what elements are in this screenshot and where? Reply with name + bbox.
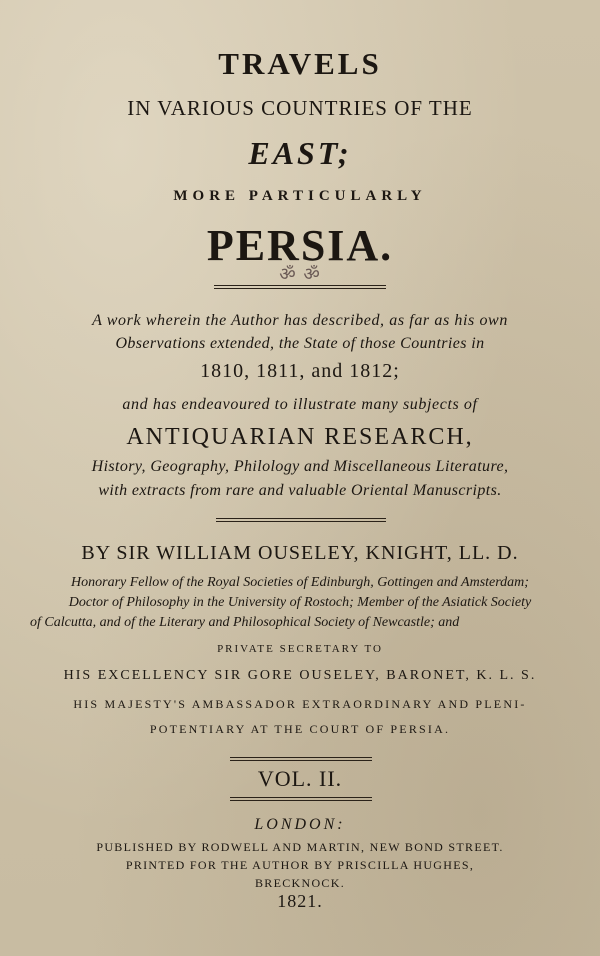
author-credentials-2: Doctor of Philosophy in the University of Rostoch; Member of the Asiatick Society <box>68 595 532 610</box>
title-more-particularly: MORE PARTICULARLY <box>173 188 427 204</box>
description-years: 1810, 1811, and 1812; <box>200 360 400 382</box>
title-travels: TRAVELS <box>218 46 382 81</box>
title-east: EAST; <box>248 135 352 171</box>
title-subtitle: IN VARIOUS COUNTRIES OF THE <box>127 96 473 120</box>
description-line-1: A work wherein the Author has described, as far as his own <box>92 312 508 329</box>
volume-number: VOL. II. <box>257 766 343 791</box>
description-line-2: Observations extended, the State of those Countries in <box>115 335 485 352</box>
description-line-3: and has endeavoured to illustrate many subjects of <box>122 396 478 413</box>
author-patron-title-1: HIS MAJESTY'S AMBASSADOR EXTRAORDINARY AND PLENI- <box>73 697 527 711</box>
rule-below-volume <box>230 797 372 801</box>
description-line-5: with extracts from rare and valuable Oriental Manuscripts. <box>98 482 502 499</box>
rule-under-description <box>216 518 386 522</box>
author-credentials-3: of Calcutta, and of the Literary and Philosophical Society of Newcastle; and <box>30 615 460 630</box>
rule-under-title <box>214 285 386 289</box>
imprint-city: LONDON: <box>254 816 346 833</box>
imprint-year: 1821. <box>277 891 323 911</box>
author-credentials-1: Honorary Fellow of the Royal Societies of Edinburgh, Gottingen and Amsterdam; <box>71 575 529 590</box>
library-stamp: ॐ ॐ <box>279 264 321 285</box>
rule-above-volume <box>230 757 372 761</box>
author-byline: BY SIR WILLIAM OUSELEY, KNIGHT, LL. D. <box>81 542 519 564</box>
author-patron: HIS EXCELLENCY SIR GORE OUSELEY, BARONET, K. L. S. <box>63 668 537 683</box>
imprint-publisher: PUBLISHED BY RODWELL AND MARTIN, NEW BOND STREET. <box>96 840 504 854</box>
imprint-printer: PRINTED FOR THE AUTHOR BY PRISCILLA HUGHES, <box>125 858 475 872</box>
description-antiquarian-research: ANTIQUARIAN RESEARCH, <box>126 424 474 450</box>
title-persia: PERSIA. <box>206 221 394 270</box>
imprint-place: BRECKNOCK. <box>254 876 345 890</box>
author-role: PRIVATE SECRETARY TO <box>217 643 383 655</box>
description-line-4: History, Geography, Philology and Miscellaneous Literature, <box>91 458 509 475</box>
author-patron-title-2: POTENTIARY AT THE COURT OF PERSIA. <box>149 722 451 736</box>
